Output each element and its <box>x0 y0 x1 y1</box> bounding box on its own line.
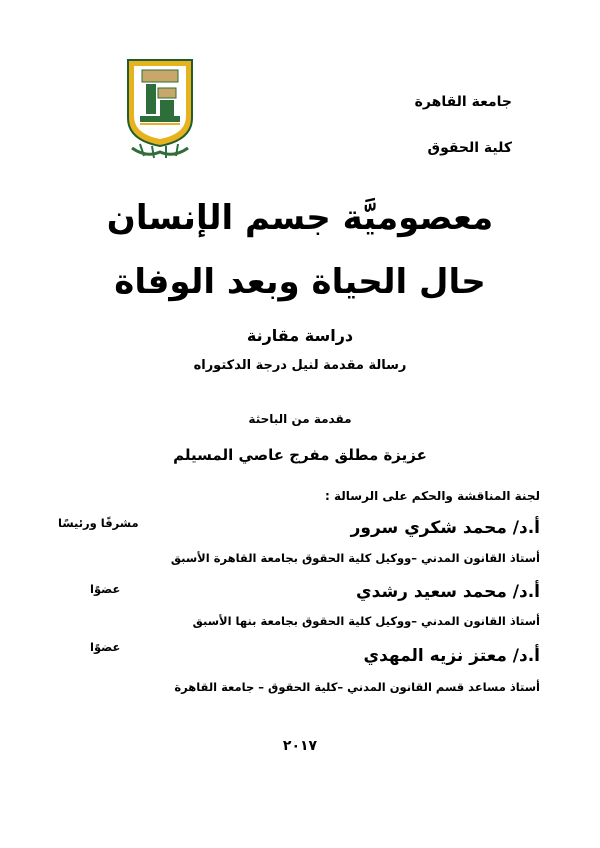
university-name: جامعة القاهرة <box>414 94 512 110</box>
thesis-title-line-1: معصوميَّة جسم الإنسان <box>106 198 494 238</box>
university-logo <box>126 58 194 162</box>
thesis-title-line-2: حال الحياة وبعد الوفاة <box>114 262 486 302</box>
degree-statement: رسالة مقدمة لنيل درجة الدكتوراه <box>193 358 407 373</box>
committee-member-title: أستاذ القانون المدني –ووكيل كلية الحقوق بجامعة بنها الأسبق <box>192 614 540 628</box>
researcher-name: عزيزة مطلق مفرج عاصي المسيلم <box>173 446 427 464</box>
committee-member-role: عضوًا <box>90 582 121 596</box>
committee-member-title: أستاذ مساعد قسم القانون المدني –كلية الحقوق – جامعة القاهرة <box>174 680 540 694</box>
committee-member-name: أ.د/ معتز نزيه المهدي <box>363 646 540 666</box>
cairo-university-seal-icon <box>126 58 194 162</box>
thesis-year: ٢٠١٧ <box>282 738 318 754</box>
committee-member-title: أستاذ القانون المدني –ووكيل كلية الحقوق بجامعة القاهرة الأسبق <box>170 551 540 565</box>
study-type: دراسة مقارنة <box>246 326 354 345</box>
committee-member-role: عضوًا <box>90 640 121 654</box>
committee-member-name: أ.د/ محمد سعيد رشدي <box>356 582 540 602</box>
faculty-name: كلية الحقوق <box>427 140 512 156</box>
committee-heading: لجنة المناقشة والحكم على الرسالة : <box>325 489 540 503</box>
committee-member-name: أ.د/ محمد شكري سرور <box>350 518 540 538</box>
committee-member-role: مشرفًا ورئيسًا <box>58 516 139 530</box>
presented-by-label: مقدمة من الباحثة <box>248 412 352 426</box>
